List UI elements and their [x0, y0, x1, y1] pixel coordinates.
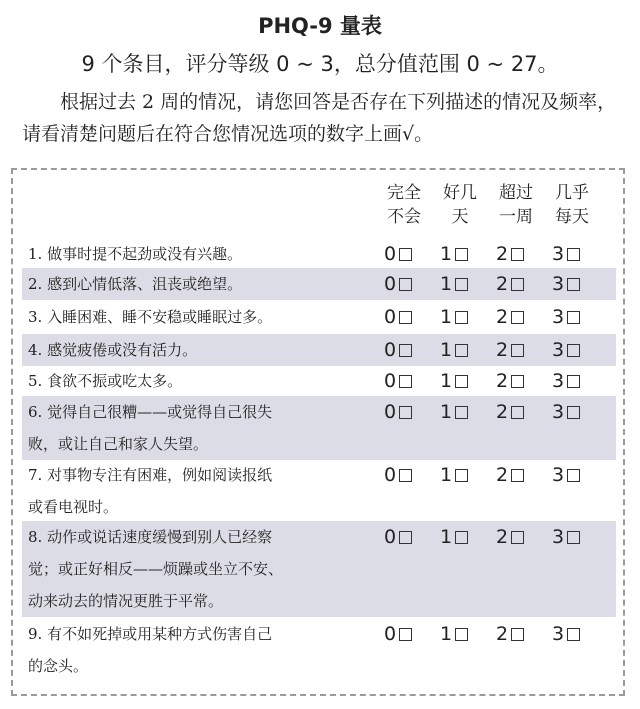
- score-number: 1: [440, 401, 453, 423]
- score-number: 0: [384, 306, 397, 328]
- score-number: 1: [440, 243, 453, 265]
- checkbox-icon[interactable]: [567, 311, 580, 324]
- checkbox-icon[interactable]: [567, 344, 580, 357]
- checkbox-icon[interactable]: [511, 531, 524, 544]
- score-number: 0: [384, 273, 397, 295]
- item-question: [28, 365, 358, 397]
- score-option-1[interactable]: [440, 618, 468, 650]
- score-number: 0: [384, 526, 397, 548]
- checkbox-icon[interactable]: [567, 406, 580, 419]
- score-number: 1: [440, 370, 453, 392]
- score-option-0[interactable]: [384, 301, 412, 333]
- score-option-2[interactable]: [496, 268, 524, 300]
- score-number: 2: [496, 339, 509, 361]
- score-option-3[interactable]: [552, 301, 580, 333]
- score-number: 0: [384, 464, 397, 486]
- item-question: [28, 238, 358, 270]
- table-row: [22, 459, 616, 523]
- column-header-line: 完全: [387, 183, 421, 203]
- checkbox-icon[interactable]: [455, 311, 468, 324]
- checkbox-icon[interactable]: [399, 344, 412, 357]
- item-question: [28, 268, 358, 300]
- checkbox-icon[interactable]: [455, 344, 468, 357]
- score-option-0[interactable]: [384, 334, 412, 366]
- item-question: [28, 459, 358, 523]
- table-row: [22, 334, 616, 366]
- score-number: 2: [496, 243, 509, 265]
- score-number: 3: [552, 401, 565, 423]
- item-question-line: 6. 觉得自己很糟——或觉得自己很失: [28, 403, 273, 421]
- score-option-0[interactable]: [384, 268, 412, 300]
- score-option-1[interactable]: [440, 334, 468, 366]
- checkbox-icon[interactable]: [455, 248, 468, 261]
- instructions: 根据过去 2 周的情况，请您回答是否存在下列描述的情况及频率，请看清楚问题后在符合您情况选项的数字上画√。: [22, 91, 617, 145]
- column-header-line: 天: [451, 207, 469, 227]
- item-question-line: 或看电视时。: [28, 498, 119, 516]
- item-question-line: 8. 动作或说话速度缓慢到别人已经察: [28, 528, 273, 546]
- score-number: 2: [496, 401, 509, 423]
- score-number: 0: [384, 370, 397, 392]
- score-option-1[interactable]: [440, 238, 468, 270]
- checkbox-icon[interactable]: [455, 375, 468, 388]
- checkbox-icon[interactable]: [399, 248, 412, 261]
- checkbox-icon[interactable]: [511, 278, 524, 291]
- checkbox-icon[interactable]: [455, 278, 468, 291]
- score-number: 0: [384, 339, 397, 361]
- table-row: [22, 396, 616, 460]
- checkbox-icon[interactable]: [511, 344, 524, 357]
- checkbox-icon[interactable]: [455, 469, 468, 482]
- item-question: [28, 618, 358, 682]
- column-header-3: [548, 181, 596, 237]
- score-option-1[interactable]: [440, 521, 468, 553]
- table-row: [22, 521, 616, 617]
- score-option-0[interactable]: [384, 521, 412, 553]
- item-question: [28, 396, 358, 460]
- checkbox-icon[interactable]: [567, 469, 580, 482]
- score-number: 1: [440, 526, 453, 548]
- score-number: 2: [496, 273, 509, 295]
- column-header-1: [436, 181, 484, 237]
- score-number: 3: [552, 243, 565, 265]
- score-number: 0: [384, 401, 397, 423]
- checkbox-icon[interactable]: [511, 469, 524, 482]
- score-number: 1: [440, 464, 453, 486]
- score-number: 2: [496, 623, 509, 645]
- score-option-3[interactable]: [552, 268, 580, 300]
- item-question-line: 1. 做事时提不起劲或没有兴趣。: [28, 245, 243, 263]
- item-question-line: 4. 感觉疲倦或没有活力。: [28, 341, 198, 359]
- score-option-0[interactable]: [384, 396, 412, 428]
- item-question-line: 3. 入睡困难、睡不安稳或睡眠过多。: [28, 308, 273, 326]
- score-number: 2: [496, 370, 509, 392]
- checkbox-icon[interactable]: [567, 375, 580, 388]
- score-option-0[interactable]: [384, 365, 412, 397]
- score-option-2[interactable]: [496, 521, 524, 553]
- score-option-1[interactable]: [440, 301, 468, 333]
- checkbox-icon[interactable]: [455, 628, 468, 641]
- score-number: 1: [440, 273, 453, 295]
- item-question: [28, 334, 358, 366]
- checkbox-icon[interactable]: [511, 628, 524, 641]
- column-header-2: [492, 181, 540, 237]
- score-number: 3: [552, 623, 565, 645]
- score-option-2[interactable]: [496, 618, 524, 650]
- score-number: 0: [384, 623, 397, 645]
- checkbox-icon[interactable]: [511, 375, 524, 388]
- checkbox-icon[interactable]: [567, 531, 580, 544]
- column-header-line: 每天: [555, 207, 589, 227]
- checkbox-icon[interactable]: [567, 248, 580, 261]
- checkbox-icon[interactable]: [511, 406, 524, 419]
- score-option-2[interactable]: [496, 396, 524, 428]
- score-option-3[interactable]: [552, 396, 580, 428]
- score-option-2[interactable]: [496, 238, 524, 270]
- checkbox-icon[interactable]: [399, 375, 412, 388]
- checkbox-icon[interactable]: [399, 311, 412, 324]
- score-number: 1: [440, 339, 453, 361]
- score-number: 2: [496, 306, 509, 328]
- column-header-line: 超过: [499, 183, 533, 203]
- checkbox-icon[interactable]: [511, 311, 524, 324]
- item-question-line: 9. 有不如死掉或用某种方式伤害自己: [28, 625, 273, 643]
- checkbox-icon[interactable]: [399, 628, 412, 641]
- score-number: 3: [552, 370, 565, 392]
- score-option-2[interactable]: [496, 301, 524, 333]
- table-row: [22, 365, 616, 397]
- item-question-line: 的念头。: [28, 657, 89, 675]
- item-question-line: 觉；或正好相反——烦躁或坐立不安、: [28, 560, 284, 578]
- score-number: 2: [496, 526, 509, 548]
- score-number: 1: [440, 623, 453, 645]
- score-number: 1: [440, 306, 453, 328]
- checkbox-icon[interactable]: [511, 248, 524, 261]
- checkbox-icon[interactable]: [567, 278, 580, 291]
- checkbox-icon[interactable]: [455, 406, 468, 419]
- page-title: PHQ-9 量表: [258, 14, 382, 38]
- item-question-line: 7. 对事物专注有困难，例如阅读报纸: [28, 466, 273, 484]
- score-option-1[interactable]: [440, 365, 468, 397]
- checkbox-icon[interactable]: [567, 628, 580, 641]
- table-row: [22, 301, 616, 333]
- item-question-line: 5. 食欲不振或吃太多。: [28, 372, 183, 390]
- column-header-line: 一周: [499, 207, 533, 227]
- column-header-line: 好几: [443, 183, 477, 203]
- item-question: [28, 521, 358, 617]
- column-header-line: 不会: [387, 207, 421, 227]
- score-number: 3: [552, 306, 565, 328]
- score-option-1[interactable]: [440, 396, 468, 428]
- checkbox-icon[interactable]: [455, 531, 468, 544]
- score-option-0[interactable]: [384, 459, 412, 491]
- item-question-line: 败，或让自己和家人失望。: [28, 435, 209, 453]
- table-row: [22, 268, 616, 300]
- table-row: [22, 618, 616, 682]
- checkbox-icon[interactable]: [399, 531, 412, 544]
- column-header-0: [380, 181, 428, 237]
- score-option-3[interactable]: [552, 238, 580, 270]
- checkbox-icon[interactable]: [399, 469, 412, 482]
- item-question-line: 动来动去的情况更胜于平常。: [28, 592, 224, 610]
- score-number: 2: [496, 464, 509, 486]
- score-option-3[interactable]: [552, 459, 580, 491]
- score-option-3[interactable]: [552, 334, 580, 366]
- score-option-3[interactable]: [552, 521, 580, 553]
- checkbox-icon[interactable]: [399, 406, 412, 419]
- score-option-0[interactable]: [384, 238, 412, 270]
- score-option-2[interactable]: [496, 459, 524, 491]
- column-header-line: 几乎: [555, 183, 589, 203]
- score-option-2[interactable]: [496, 334, 524, 366]
- score-number: 3: [552, 526, 565, 548]
- score-number: 0: [384, 243, 397, 265]
- checkbox-icon[interactable]: [399, 278, 412, 291]
- item-question-line: 2. 感到心情低落、沮丧或绝望。: [28, 275, 243, 293]
- score-option-1[interactable]: [440, 268, 468, 300]
- score-number: 3: [552, 464, 565, 486]
- score-option-2[interactable]: [496, 365, 524, 397]
- score-option-3[interactable]: [552, 365, 580, 397]
- score-number: 3: [552, 339, 565, 361]
- scoring-summary: 9 个条目，评分等级 0 ~ 3，总分值范围 0 ~ 27。: [81, 52, 559, 76]
- score-option-1[interactable]: [440, 459, 468, 491]
- score-number: 3: [552, 273, 565, 295]
- table-row: [22, 238, 616, 270]
- item-question: [28, 301, 358, 333]
- score-option-3[interactable]: [552, 618, 580, 650]
- score-option-0[interactable]: [384, 618, 412, 650]
